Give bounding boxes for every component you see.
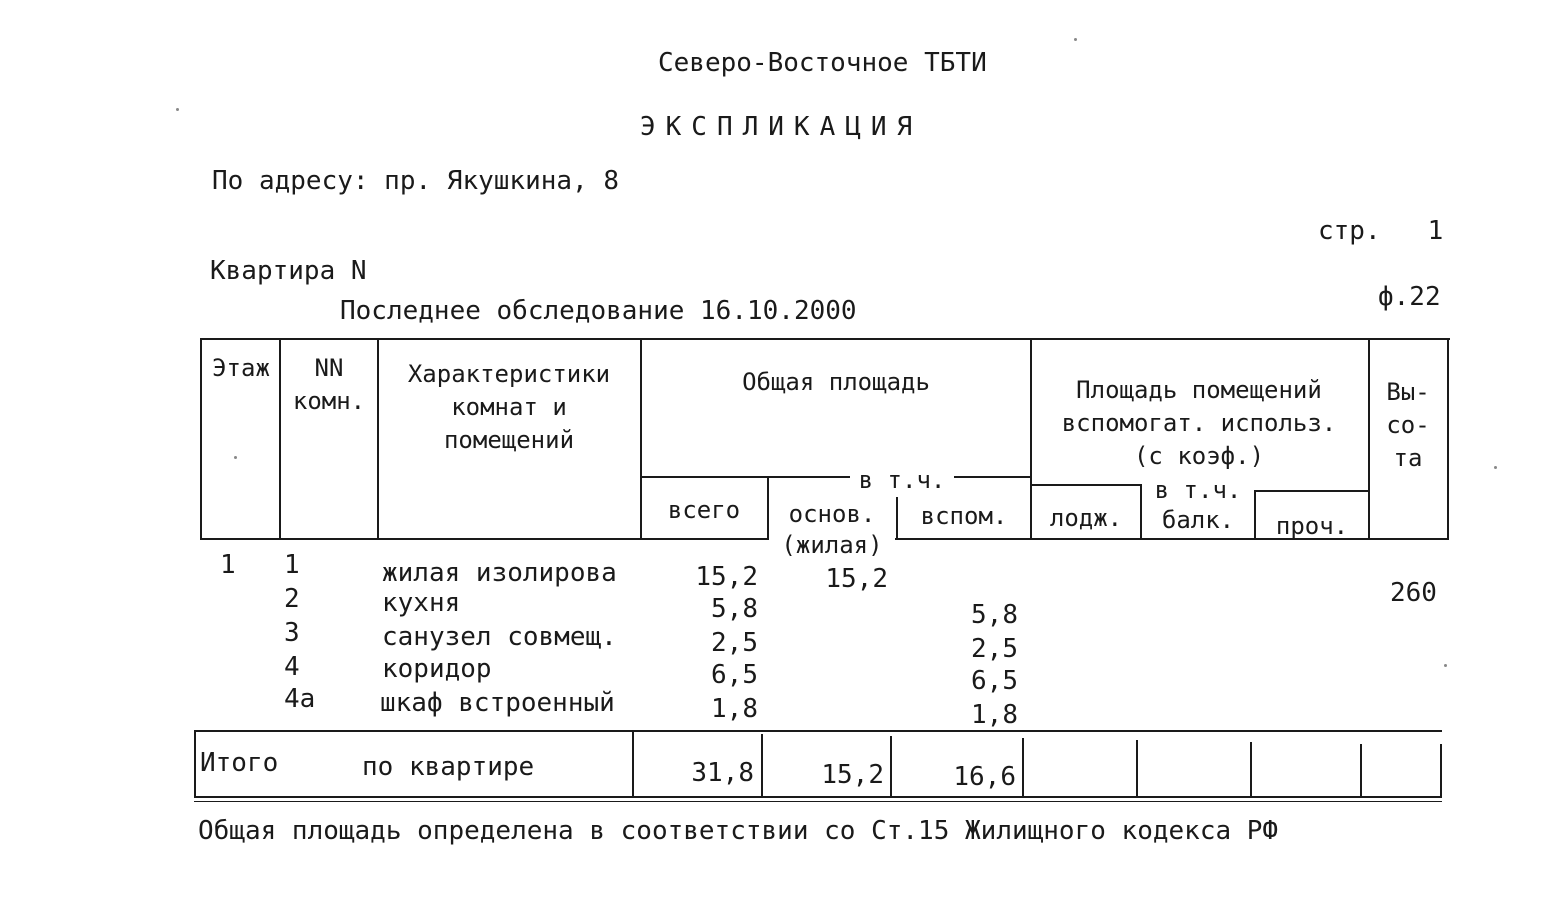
header-room-no-line: комн. [292, 387, 366, 415]
last-survey: Последнее обследование 16.10.2000 [340, 296, 857, 326]
header-balcony: балк. [1161, 506, 1235, 534]
room-total: 6,5 [711, 660, 758, 690]
room-no: 3 [284, 618, 300, 648]
header-aux: вспом. [920, 502, 1008, 530]
totals-label: Итого [200, 748, 279, 778]
room-main: 15,2 [825, 564, 888, 594]
subheader-line [1030, 484, 1142, 486]
height-value: 260 [1390, 578, 1437, 608]
header-height-line: та [1393, 444, 1423, 472]
scan-speck [1074, 38, 1077, 41]
totals-col-divider [1136, 740, 1138, 798]
header-room-no [282, 352, 376, 418]
room-total: 1,8 [711, 694, 758, 724]
header-aux-area [1032, 374, 1366, 473]
totals-col-divider [632, 732, 634, 798]
organization-name: Северо-Восточное ТБТИ [658, 48, 987, 78]
totals-left-border [194, 730, 196, 798]
totals-total: 31,8 [691, 758, 754, 788]
header-main-sub: (жилая) [769, 530, 895, 560]
room-total: 5,8 [711, 594, 758, 624]
scan-speck [176, 108, 179, 111]
header-characteristics [380, 358, 638, 457]
room-no: 4 [284, 652, 300, 682]
header-height [1370, 376, 1446, 475]
subheader-line [954, 476, 1030, 478]
totals-col-divider [1360, 744, 1362, 798]
header-characteristics-line: помещений [443, 426, 575, 454]
room-total: 2,5 [711, 628, 758, 658]
page-label: стр. [1318, 216, 1381, 246]
address: По адресу: пр. Якушкина, 8 [212, 166, 619, 196]
room-no: 2 [284, 584, 300, 614]
floor-value: 1 [220, 550, 236, 580]
header-floor: Этаж [212, 354, 270, 382]
header-characteristics-line: Характеристики [407, 360, 611, 388]
room-name: санузел совмещ. [382, 622, 617, 652]
room-name: коридор [382, 654, 492, 684]
totals-bottom-border [194, 796, 1442, 798]
header-aux-area-line: Площадь помещений [1076, 376, 1322, 404]
header-aux-area-line: вспомогат. использ. [1061, 409, 1337, 437]
subheader-line [1252, 490, 1368, 492]
header-loggia: лодж. [1049, 504, 1123, 532]
header-height-line: Вы- [1386, 378, 1430, 406]
footer-note: Общая площадь определена в соответствии со Ст.15 Жилищного кодекса РФ [198, 816, 1279, 846]
totals-aux: 16,6 [953, 762, 1016, 792]
room-name: шкаф встроенный [380, 688, 615, 718]
room-total: 15,2 [695, 562, 758, 592]
room-no: 1 [284, 550, 300, 580]
table-right-border [1447, 338, 1449, 540]
header-room-no-line: NN [314, 354, 344, 382]
totals-bottom-border-double [194, 801, 1442, 802]
totals-col-divider [1250, 742, 1252, 798]
room-aux: 2,5 [971, 634, 1018, 664]
table-left-border [200, 338, 202, 540]
header-aux-area-line: (с коэф.) [1133, 442, 1265, 470]
header-other: проч. [1275, 512, 1349, 540]
header-main: основ. [788, 500, 876, 528]
room-no: 4а [284, 684, 316, 714]
apartment-label: Квартира N [210, 256, 367, 286]
header-total-area: Общая площадь [742, 368, 930, 396]
room-aux: 1,8 [971, 700, 1018, 730]
scan-speck [1494, 466, 1497, 469]
totals-label-2: по квартире [362, 752, 535, 782]
page-indicator [1318, 216, 1443, 246]
header-total: всего [667, 496, 741, 524]
totals-main: 15,2 [821, 760, 884, 790]
totals-col-divider [761, 734, 763, 798]
scan-speck [1444, 664, 1447, 667]
col-divider [279, 338, 281, 540]
header-height-line: со- [1386, 411, 1430, 439]
subheader-line [640, 476, 850, 478]
header-in-that-number: в т.ч. [850, 464, 954, 497]
totals-top-border [194, 730, 1442, 732]
totals-col-divider [1022, 738, 1024, 798]
room-name: жилая изолирова [382, 558, 617, 588]
col-divider [377, 338, 379, 540]
room-aux: 6,5 [971, 666, 1018, 696]
room-name: кухня [382, 588, 461, 618]
totals-col-divider [890, 736, 892, 798]
room-aux: 5,8 [971, 600, 1018, 630]
header-in-that-number-2: в т.ч. [1142, 474, 1254, 507]
document-title: ЭКСПЛИКАЦИЯ [640, 112, 923, 142]
totals-right-border [1440, 744, 1442, 798]
table-top-border [200, 338, 1450, 340]
scan-speck [234, 456, 237, 459]
header-characteristics-line: комнат и [451, 393, 567, 421]
form-number: ф.22 [1378, 282, 1441, 312]
page-number: 1 [1427, 216, 1444, 246]
